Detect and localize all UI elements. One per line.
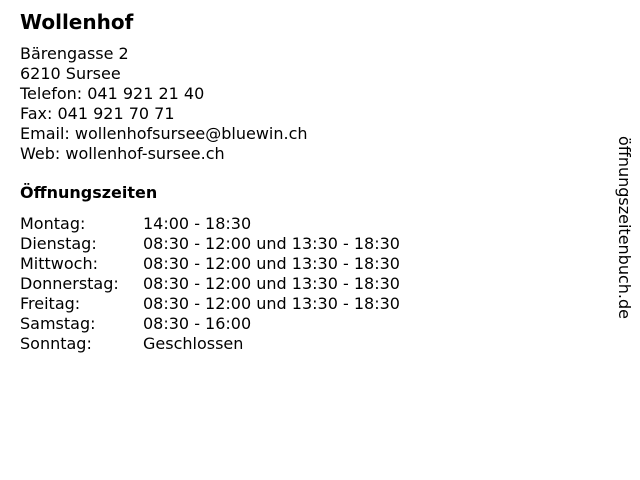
time-value: Geschlossen [143,334,244,353]
day-label: Mittwoch: [20,254,98,273]
email-address: Email: wollenhofsursee@bluewin.ch [20,124,308,143]
day-label: Freitag: [20,294,81,313]
website: Web: wollenhof-sursee.ch [20,144,225,163]
day-label: Dienstag: [20,234,97,253]
time-value: 08:30 - 12:00 und 13:30 - 18:30 [143,254,400,273]
brand-watermark: öffnungszeitenbuch.de [615,136,634,319]
time-value: 08:30 - 12:00 und 13:30 - 18:30 [143,294,400,313]
address-block [20,44,308,164]
time-value: 08:30 - 12:00 und 13:30 - 18:30 [143,234,400,253]
time-value: 08:30 - 12:00 und 13:30 - 18:30 [143,274,400,293]
fax-number: Fax: 041 921 70 71 [20,104,175,123]
day-label: Montag: [20,214,86,233]
street-address: Bärengasse 2 [20,44,129,63]
day-label: Donnerstag: [20,274,119,293]
day-label: Sonntag: [20,334,92,353]
phone-number: Telefon: 041 921 21 40 [20,84,205,103]
time-value: 08:30 - 16:00 [143,314,252,333]
day-label: Samstag: [20,314,96,333]
postal-city: 6210 Sursee [20,64,121,83]
time-value: 14:00 - 18:30 [143,214,252,233]
opening-hours-title: Öffnungszeiten [20,183,158,202]
shop-name: Wollenhof [20,10,134,34]
